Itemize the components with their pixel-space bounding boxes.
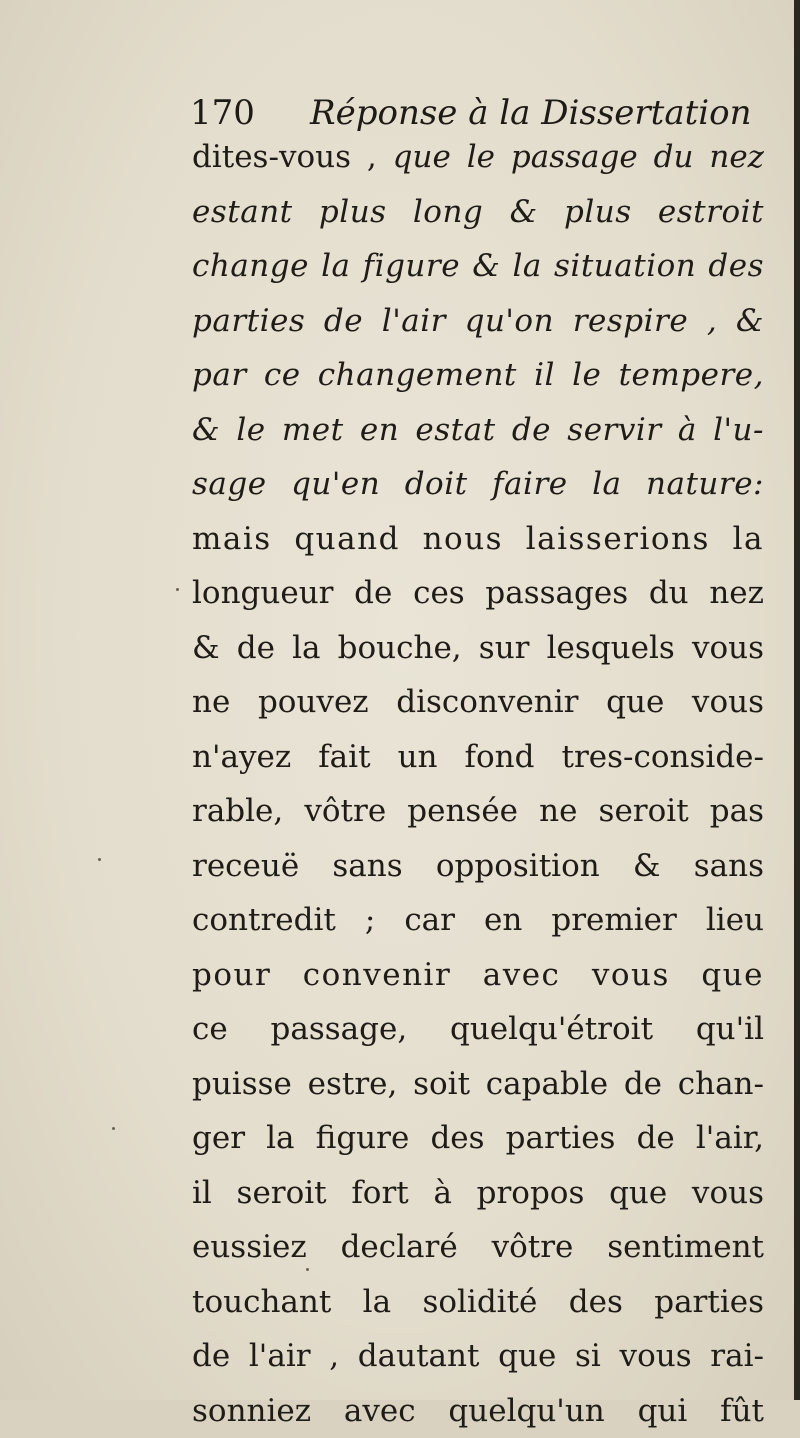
running-title: Réponse à la Dissertation <box>310 88 752 138</box>
text-line: estant plus long & plus estroit <box>192 185 764 240</box>
page-number: 170 <box>190 88 255 138</box>
text-line: touchant la solidité des parties <box>192 1275 764 1330</box>
text-line: mais quand nous laisserions la <box>192 512 764 567</box>
text-line: ne pouvez disconvenir que vous <box>192 675 764 730</box>
page-edge <box>794 0 800 1400</box>
text-line: change la figure & la situation des <box>192 239 764 294</box>
text-line: ger la figure des parties de l'air, <box>192 1111 764 1166</box>
text-line: n'ayez fait un fond tres-conside- <box>192 730 764 785</box>
paper-speck <box>112 1127 115 1130</box>
body-text <box>192 130 764 1438</box>
text-line: il seroit fort à propos que vous <box>192 1166 764 1221</box>
text-line: par ce changement il le tempere, <box>192 348 764 403</box>
text-line: de l'air , dautant que si vous rai- <box>192 1329 764 1384</box>
text-line: sage qu'en doit faire la nature: <box>192 457 764 512</box>
text-line: & le met en estat de servir à l'u- <box>192 403 764 458</box>
text-line: pour convenir avec vous que <box>192 948 764 1003</box>
text-line: sonniez avec quelqu'un qui fût <box>192 1384 764 1438</box>
text-line: parties de l'air qu'on respire , & <box>192 294 764 349</box>
paper-speck <box>98 858 101 861</box>
text-line: puisse estre, soit capable de chan- <box>192 1057 764 1112</box>
text-line: ce passage, quelqu'étroit qu'il <box>192 1002 764 1057</box>
text-line: rable, vôtre pensée ne seroit pas <box>192 784 764 839</box>
text-line: longueur de ces passages du nez <box>192 566 764 621</box>
text-line: eussiez declaré vôtre sentiment <box>192 1220 764 1275</box>
text-line: receuë sans opposition & sans <box>192 839 764 894</box>
text-segment-italic: que le passage du nez <box>393 139 764 175</box>
text-segment-roman: dites-vous , <box>192 139 393 175</box>
text-line <box>192 130 764 185</box>
text-line: contredit ; car en premier lieu <box>192 893 764 948</box>
text-line: & de la bouche, sur lesquels vous <box>192 621 764 676</box>
paper-speck <box>306 1268 309 1271</box>
paper-speck <box>176 588 179 591</box>
